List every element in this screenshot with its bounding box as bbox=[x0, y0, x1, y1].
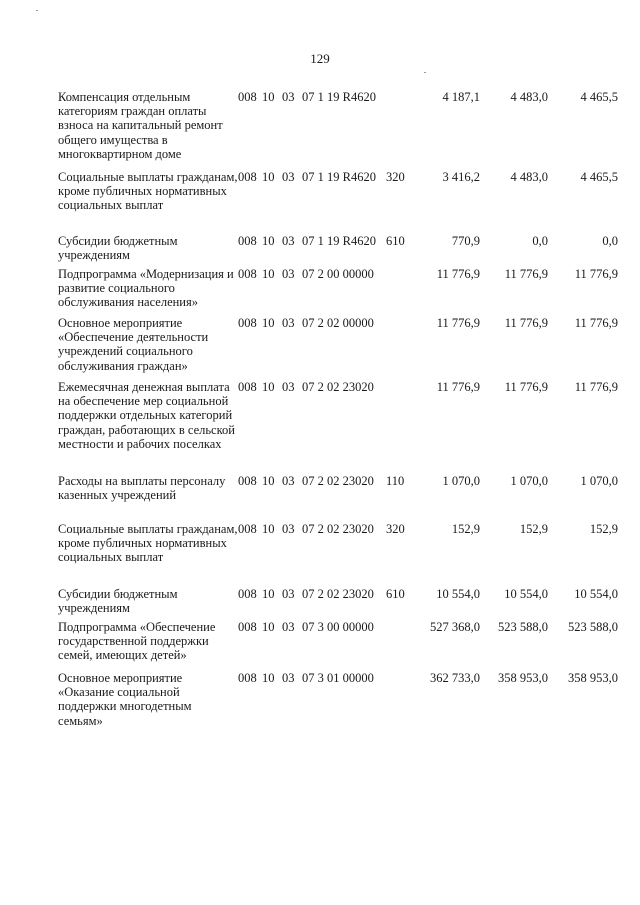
row-csr: 07 2 02 23020 bbox=[302, 587, 374, 601]
row-section: 10 bbox=[262, 316, 275, 330]
row-csr: 07 1 19 R4620 bbox=[302, 90, 376, 104]
row-value-1: 3 416,2 bbox=[442, 170, 480, 184]
row-value-2: 152,9 bbox=[519, 522, 548, 536]
row-value-1: 11 776,9 bbox=[436, 267, 480, 281]
row-value-2: 11 776,9 bbox=[504, 380, 548, 394]
row-csr: 07 1 19 R4620 bbox=[302, 234, 376, 248]
row-name: Основное мероприятие «Оказание социальной поддержки многодетным семьям» bbox=[58, 671, 192, 728]
row-vr: 610 bbox=[386, 234, 405, 248]
row-vr: 610 bbox=[386, 587, 405, 601]
row-value-2: 0,0 bbox=[532, 234, 548, 248]
row-section: 10 bbox=[262, 522, 275, 536]
row-value-2: 523 588,0 bbox=[498, 620, 548, 634]
row-gr: 008 bbox=[238, 234, 257, 248]
row-section: 10 bbox=[262, 380, 275, 394]
row-value-2: 1 070,0 bbox=[510, 474, 548, 488]
row-csr: 07 3 01 00000 bbox=[302, 671, 374, 685]
row-name: Подпрограмма «Модернизация и развитие социального обслуживания населения» bbox=[58, 267, 234, 310]
row-value-3: 11 776,9 bbox=[574, 316, 618, 330]
row-subsection: 03 bbox=[282, 170, 295, 184]
row-section: 10 bbox=[262, 620, 275, 634]
row-gr: 008 bbox=[238, 380, 257, 394]
row-name: Субсидии бюджетным учреждениям bbox=[58, 587, 178, 616]
row-value-1: 4 187,1 bbox=[442, 90, 480, 104]
row-value-3: 4 465,5 bbox=[580, 90, 618, 104]
row-value-3: 4 465,5 bbox=[580, 170, 618, 184]
row-value-2: 11 776,9 bbox=[504, 267, 548, 281]
row-value-1: 1 070,0 bbox=[442, 474, 480, 488]
row-subsection: 03 bbox=[282, 380, 295, 394]
row-subsection: 03 bbox=[282, 90, 295, 104]
row-section: 10 bbox=[262, 170, 275, 184]
row-gr: 008 bbox=[238, 267, 257, 281]
row-name: Компенсация отдельным категориям граждан оплаты взноса на капитальный ремонт общего имущества в многоквартирном доме bbox=[58, 90, 223, 161]
row-value-2: 358 953,0 bbox=[498, 671, 548, 685]
row-subsection: 03 bbox=[282, 474, 295, 488]
row-csr: 07 2 02 23020 bbox=[302, 522, 374, 536]
row-csr: 07 2 00 00000 bbox=[302, 267, 374, 281]
page-number: 129 bbox=[310, 51, 330, 66]
row-value-2: 10 554,0 bbox=[504, 587, 548, 601]
row-subsection: 03 bbox=[282, 522, 295, 536]
row-value-1: 152,9 bbox=[451, 522, 480, 536]
row-section: 10 bbox=[262, 587, 275, 601]
row-subsection: 03 bbox=[282, 316, 295, 330]
row-value-1: 11 776,9 bbox=[436, 316, 480, 330]
row-value-3: 11 776,9 bbox=[574, 380, 618, 394]
row-gr: 008 bbox=[238, 170, 257, 184]
row-vr: 320 bbox=[386, 522, 405, 536]
row-section: 10 bbox=[262, 234, 275, 248]
row-vr: 110 bbox=[386, 474, 405, 488]
row-value-3: 11 776,9 bbox=[574, 267, 618, 281]
row-subsection: 03 bbox=[282, 587, 295, 601]
row-name: Субсидии бюджетным учреждениям bbox=[58, 234, 178, 263]
row-subsection: 03 bbox=[282, 234, 295, 248]
row-gr: 008 bbox=[238, 316, 257, 330]
row-csr: 07 1 19 R4620 bbox=[302, 170, 376, 184]
row-value-1: 362 733,0 bbox=[430, 671, 480, 685]
row-name: Социальные выплаты гражданам, кроме публичных нормативных социальных выплат bbox=[58, 522, 238, 565]
row-value-3: 523 588,0 bbox=[568, 620, 618, 634]
row-gr: 008 bbox=[238, 587, 257, 601]
row-csr: 07 3 00 00000 bbox=[302, 620, 374, 634]
row-name: Социальные выплаты гражданам, кроме публичных нормативных социальных выплат bbox=[58, 170, 238, 213]
row-gr: 008 bbox=[238, 620, 257, 634]
row-section: 10 bbox=[262, 474, 275, 488]
row-value-2: 4 483,0 bbox=[510, 170, 548, 184]
row-gr: 008 bbox=[238, 90, 257, 104]
row-value-1: 527 368,0 bbox=[430, 620, 480, 634]
row-csr: 07 2 02 23020 bbox=[302, 380, 374, 394]
row-gr: 008 bbox=[238, 522, 257, 536]
row-name: Основное мероприятие «Обеспечение деятельности учреждений социального обслуживания граждан» bbox=[58, 316, 209, 373]
row-value-3: 358 953,0 bbox=[568, 671, 618, 685]
row-value-2: 11 776,9 bbox=[504, 316, 548, 330]
row-csr: 07 2 02 23020 bbox=[302, 474, 374, 488]
row-csr: 07 2 02 00000 bbox=[302, 316, 374, 330]
row-value-3: 10 554,0 bbox=[574, 587, 618, 601]
row-subsection: 03 bbox=[282, 671, 295, 685]
row-section: 10 bbox=[262, 267, 275, 281]
row-name: Расходы на выплаты персоналу казенных учреждений bbox=[58, 474, 226, 503]
row-value-3: 1 070,0 bbox=[580, 474, 618, 488]
row-value-2: 4 483,0 bbox=[510, 90, 548, 104]
row-gr: 008 bbox=[238, 671, 257, 685]
row-value-1: 11 776,9 bbox=[436, 380, 480, 394]
row-value-3: 152,9 bbox=[589, 522, 618, 536]
row-subsection: 03 bbox=[282, 267, 295, 281]
row-gr: 008 bbox=[238, 474, 257, 488]
row-value-1: 10 554,0 bbox=[436, 587, 480, 601]
row-value-3: 0,0 bbox=[602, 234, 618, 248]
row-name: Подпрограмма «Обеспечение государственной поддержки семей, имеющих детей» bbox=[58, 620, 216, 663]
row-vr: 320 bbox=[386, 170, 405, 184]
row-section: 10 bbox=[262, 90, 275, 104]
row-value-1: 770,9 bbox=[451, 234, 480, 248]
row-section: 10 bbox=[262, 671, 275, 685]
row-subsection: 03 bbox=[282, 620, 295, 634]
row-name: Ежемесячная денежная выплата на обеспечение мер социальной поддержки отдельных категорий граждан, работающих в сельской местности и рабочих поселках bbox=[58, 380, 235, 451]
